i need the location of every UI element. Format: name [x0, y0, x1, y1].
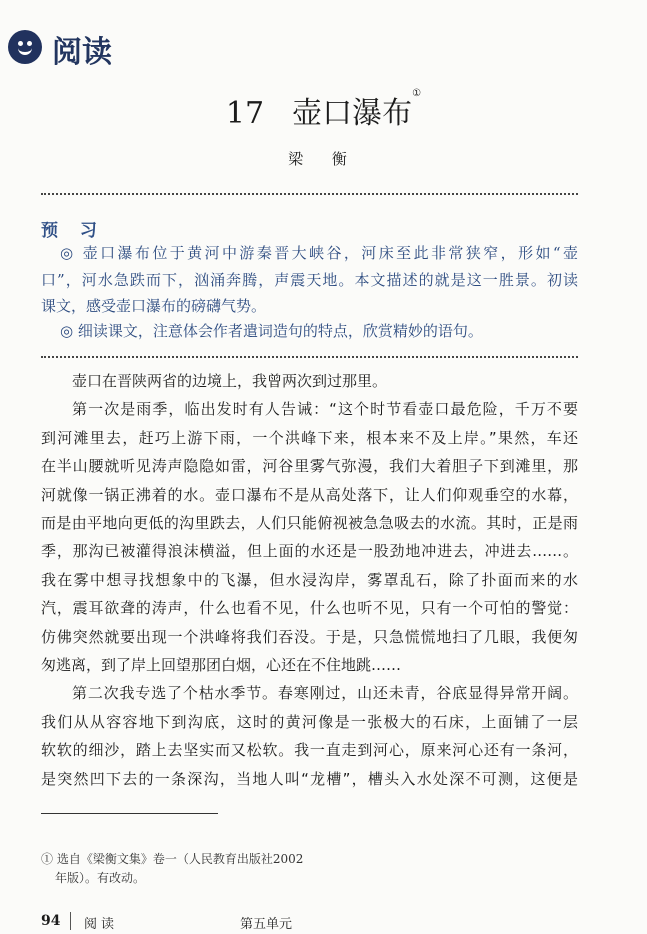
body-line: 在半山腰就听见涛声隐隐如雷，河谷里雾气弥漫，我们大着胆子下到滩里，那	[41, 457, 578, 475]
body-line: 我在雾中想寻找想象中的飞瀑，但水浸沟岸，雾罩乱石，除了扑面而来的水	[41, 571, 578, 589]
lesson-title	[0, 88, 647, 132]
body-line: 第一次是雨季，临出发时有人告诫：“这个时节看壶口最危险，千万不要	[72, 400, 578, 418]
footer-unit: 第五单元	[240, 917, 293, 932]
lesson-title-text: 壶口瀑布	[292, 96, 413, 131]
body-line: 仿佛突然就要出现一个洪峰将我们吞没。于是，只急慌慌地扫了几眼，我便匆	[41, 628, 578, 646]
preview-line: 课文，感受壶口瀑布的磅礴气势。	[41, 297, 267, 315]
dotted-divider	[41, 193, 578, 195]
body-line: 季，那沟已被灌得浪沫横溢，但上面的水还是一股劲地冲进去，冲进去……。	[41, 542, 578, 560]
footnote-line: 年版）。有改动。	[55, 871, 146, 885]
body-line: 到河滩里去，赶巧上游下雨，一个洪峰下来，根本来不及上岸。”果然，车还	[41, 429, 578, 447]
footer-divider	[70, 912, 71, 930]
body-line: 壶口在晋陕两省的边境上，我曾两次到过那里。	[72, 372, 388, 390]
preview-line: ◎ 壶口瀑布位于黄河中游秦晋大峡谷，河床至此非常狭窄，形如“壶	[60, 244, 578, 262]
preview-heading: 预 习	[41, 221, 105, 241]
footer-section: 阅读	[84, 917, 119, 932]
author: 梁 衡	[288, 150, 359, 168]
body-line: 第二次我专选了个枯水季节。春寒刚过，山还未青，谷底显得异常开阔。	[72, 684, 578, 702]
page-number: 94	[41, 913, 61, 929]
footnote-rule	[41, 813, 218, 814]
preview-line: 口”，河水急跌而下，汹涌奔腾，声震天地。本文描述的就是这一胜景。初读	[41, 271, 578, 289]
eye	[18, 41, 23, 46]
section-label: 阅读	[52, 35, 112, 70]
footnote-mark[interactable]: ①	[412, 88, 422, 99]
body-line: 我们从从容容地下到沟底，这时的黄河像是一张极大的石床，上面铺了一层	[41, 713, 578, 731]
body-line: 而是由平地向更低的沟里跌去，人们只能俯视被急急吸去的水流。其时，正是雨	[41, 514, 578, 532]
lesson-number: 17	[225, 96, 265, 131]
body-line: 河就像一锅正沸着的水。壶口瀑布不是从高处落下，让人们仰观垂空的水幕，	[41, 486, 578, 504]
body-line: 汽，震耳欲聋的涛声，什么也看不见，什么也听不见，只有一个可怕的警觉：	[41, 599, 578, 617]
eye	[27, 41, 32, 46]
body-line: 是突然凹下去的一条深沟，当地人叫“龙槽”，槽头入水处深不可测，这便是	[41, 770, 578, 788]
dotted-divider	[41, 356, 578, 358]
body-line: 匆逃离，到了岸上回望那团白烟，心还在不住地跳……	[41, 656, 402, 674]
smiley-face-icon	[8, 30, 42, 64]
body-line: 软软的细沙，踏上去坚实而又松软。我一直走到河心，原来河心还有一条河，	[41, 741, 578, 759]
mouth	[18, 48, 32, 55]
footnote-line: ① 选自《梁衡文集》卷一（人民教育出版社2002	[41, 852, 304, 866]
preview-line: ◎ 细读课文，注意体会作者遣词造句的特点，欣赏精妙的语句。	[60, 322, 483, 340]
